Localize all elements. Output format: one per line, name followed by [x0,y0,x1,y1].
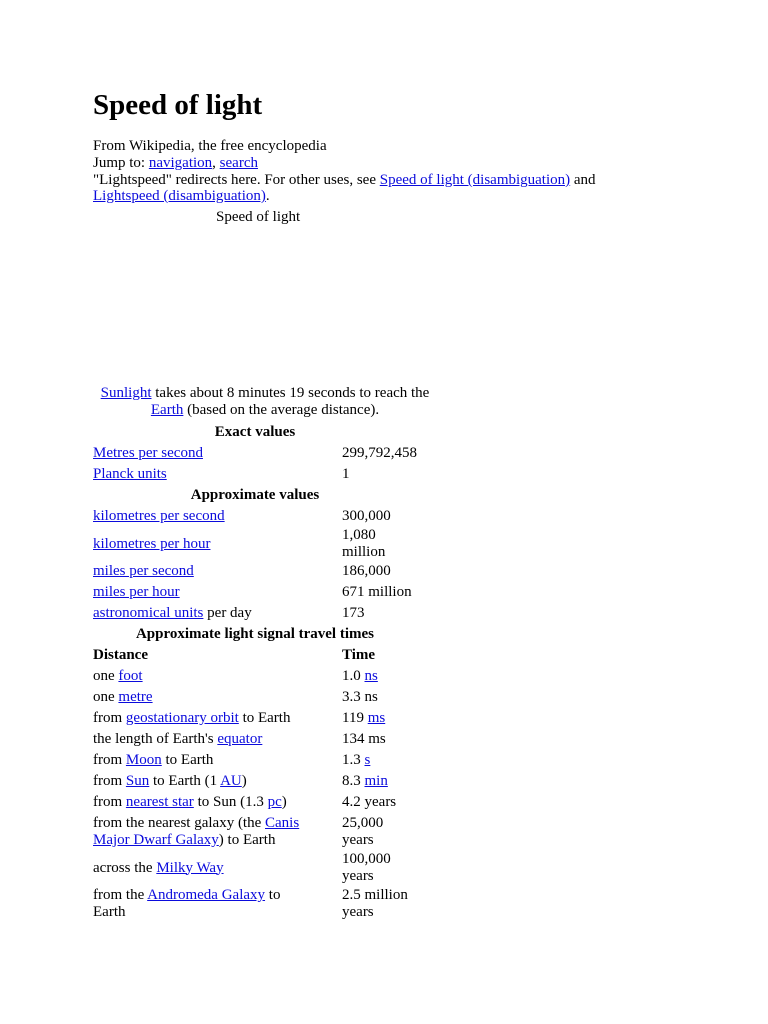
time-unit-link[interactable]: ns [364,668,378,684]
infobox-title: Speed of light [216,209,301,225]
time-text: 1.0 [342,668,365,684]
row-label-link[interactable]: kilometres per second [93,508,225,524]
distance-link[interactable]: Milky Way [156,859,224,876]
image-caption [100,385,430,419]
exact-values-header-row [90,422,420,443]
sunlight-image [93,230,423,380]
table-row [90,813,420,851]
distance-cell [90,708,339,729]
row-value: 186,000 [342,563,391,579]
table-row [90,771,420,792]
hatnote-text: "Lightspeed" redirects here. For other uses, see [93,172,380,188]
time-column-header: Time [342,647,376,663]
table-row [90,603,420,624]
distance-text-after: to Earth [93,887,281,920]
distance-text-after: to Earth [161,752,214,768]
time-text: 119 [342,710,368,726]
row-label-link[interactable]: astronomical units [93,605,204,621]
table-row [90,561,420,582]
time-text: 2.5 million years [342,887,408,920]
distance-link[interactable]: equator [217,731,263,747]
jump-navigation-link[interactable]: navigation [148,155,213,171]
distance-text-after: to Sun (1.3 [193,794,268,810]
row-label [90,527,339,561]
table-row [90,527,420,561]
travel-times-header-row [90,624,420,645]
time-cell [339,666,420,687]
time-text: 25,000 years [342,815,384,848]
row-label [90,603,339,624]
caption-text: takes about 8 minutes 19 seconds to reach the [151,385,430,401]
distance-text: the length of Earth's [93,731,218,747]
distance-cell [90,851,339,885]
distance-link[interactable]: Andromeda Galaxy [147,887,266,903]
sunlight-link[interactable]: Sunlight [100,385,152,401]
row-label [90,464,339,485]
exact-values-header: Exact values [214,424,296,440]
time-text: 4.2 years [342,794,397,810]
distance-text-end: ) [281,794,287,810]
row-label-link[interactable]: Metres per second [93,445,203,461]
hatnote-line-1 [93,172,596,189]
caption-text-end: (based on the average distance). [183,402,380,418]
time-text: 1.3 [342,752,365,768]
row-label [90,561,339,582]
distance-column-header: Distance [93,647,148,663]
row-label [90,582,339,603]
unit-link[interactable]: AU [220,773,242,789]
earth-link[interactable]: Earth [150,402,184,418]
distance-text: from the nearest galaxy (the [93,815,266,831]
distance-text: from [93,710,126,726]
table-row [90,666,420,687]
time-cell [339,729,420,750]
hatnote-and: and [570,172,596,188]
time-cell [339,792,420,813]
jump-to [93,155,258,172]
distance-text: from [93,773,126,789]
time-cell [339,687,420,708]
distance-text: from the [93,887,148,903]
time-unit-link[interactable]: s [364,752,371,768]
distance-text: one [93,668,119,684]
distance-link[interactable]: Sun [125,773,150,789]
row-label-suffix: per day [203,605,252,621]
row-value: 299,792,458 [342,445,417,461]
distance-text-end: ) [241,773,247,789]
tagline: From Wikipedia, the free encyclopedia [93,138,327,154]
distance-text: across the [93,859,157,876]
distance-cell [90,813,339,851]
approximate-values-header: Approximate values [190,487,320,503]
time-text: 8.3 [342,773,365,789]
table-row [90,885,420,923]
row-value: 671 million [342,584,412,600]
row-label-link[interactable]: miles per second [93,563,194,579]
page-title: Speed of light [93,89,263,121]
table-row [90,687,420,708]
distance-text: from [93,794,126,810]
distance-link[interactable]: nearest star [125,794,194,810]
distance-link[interactable]: metre [118,689,153,705]
travel-times-header: Approximate light signal travel times [135,626,375,642]
distance-link[interactable]: Moon [125,752,162,768]
time-text: 100,000 years [342,851,391,884]
table-row [90,708,420,729]
jump-search-link[interactable]: search [219,155,258,171]
row-value: 1 [342,466,350,482]
table-row [90,506,420,527]
distance-cell [90,666,339,687]
distance-text-after: to Earth [238,710,291,726]
column-header-row [90,645,420,666]
jump-separator: , [212,155,220,171]
distance-text: from [93,752,126,768]
table-row [90,582,420,603]
distance-text-after: ) to Earth [218,832,276,848]
row-label [90,443,339,464]
time-unit-link[interactable]: ms [367,710,386,726]
table-row [90,729,420,750]
table-row [90,792,420,813]
time-cell [339,750,420,771]
distance-cell [90,771,339,792]
distance-link[interactable]: Canis Major Dwarf Galaxy [93,815,300,848]
time-text: 3.3 ns [342,689,378,705]
time-cell [339,771,420,792]
jump-to-label: Jump to: [93,155,146,171]
row-value: 173 [342,605,365,621]
time-cell [339,885,420,923]
distance-text-after: to Earth (1 [149,773,221,789]
infobox-table [90,422,420,923]
distance-text: one [93,689,119,705]
time-cell [339,851,420,885]
distance-cell [90,792,339,813]
approximate-values-header-row [90,485,420,506]
lightspeed-disambiguation-link[interactable]: Lightspeed (disambiguation) [93,188,266,204]
row-label [90,506,339,527]
distance-cell [90,729,339,750]
row-label-link[interactable]: kilometres per hour [93,535,211,552]
hatnote-period: . [265,188,270,204]
time-cell [339,813,420,851]
table-row [90,851,420,885]
distance-cell [90,750,339,771]
row-value: 1,080 million [342,527,386,560]
time-unit-link[interactable]: min [364,773,388,789]
row-label-link[interactable]: miles per hour [93,584,180,600]
row-label-link[interactable]: Planck units [93,466,167,482]
row-value: 300,000 [342,508,391,524]
table-row [90,750,420,771]
unit-link[interactable]: pc [267,794,282,810]
distance-cell [90,687,339,708]
distance-link[interactable]: foot [118,668,143,684]
hatnote-line-2 [93,188,270,205]
time-cell [339,708,420,729]
table-row [90,443,420,464]
time-text: 134 ms [342,731,386,747]
disambiguation-link[interactable]: Speed of light (disambiguation) [379,172,571,188]
table-row [90,464,420,485]
distance-cell [90,885,339,923]
distance-link[interactable]: geostationary orbit [125,710,239,726]
